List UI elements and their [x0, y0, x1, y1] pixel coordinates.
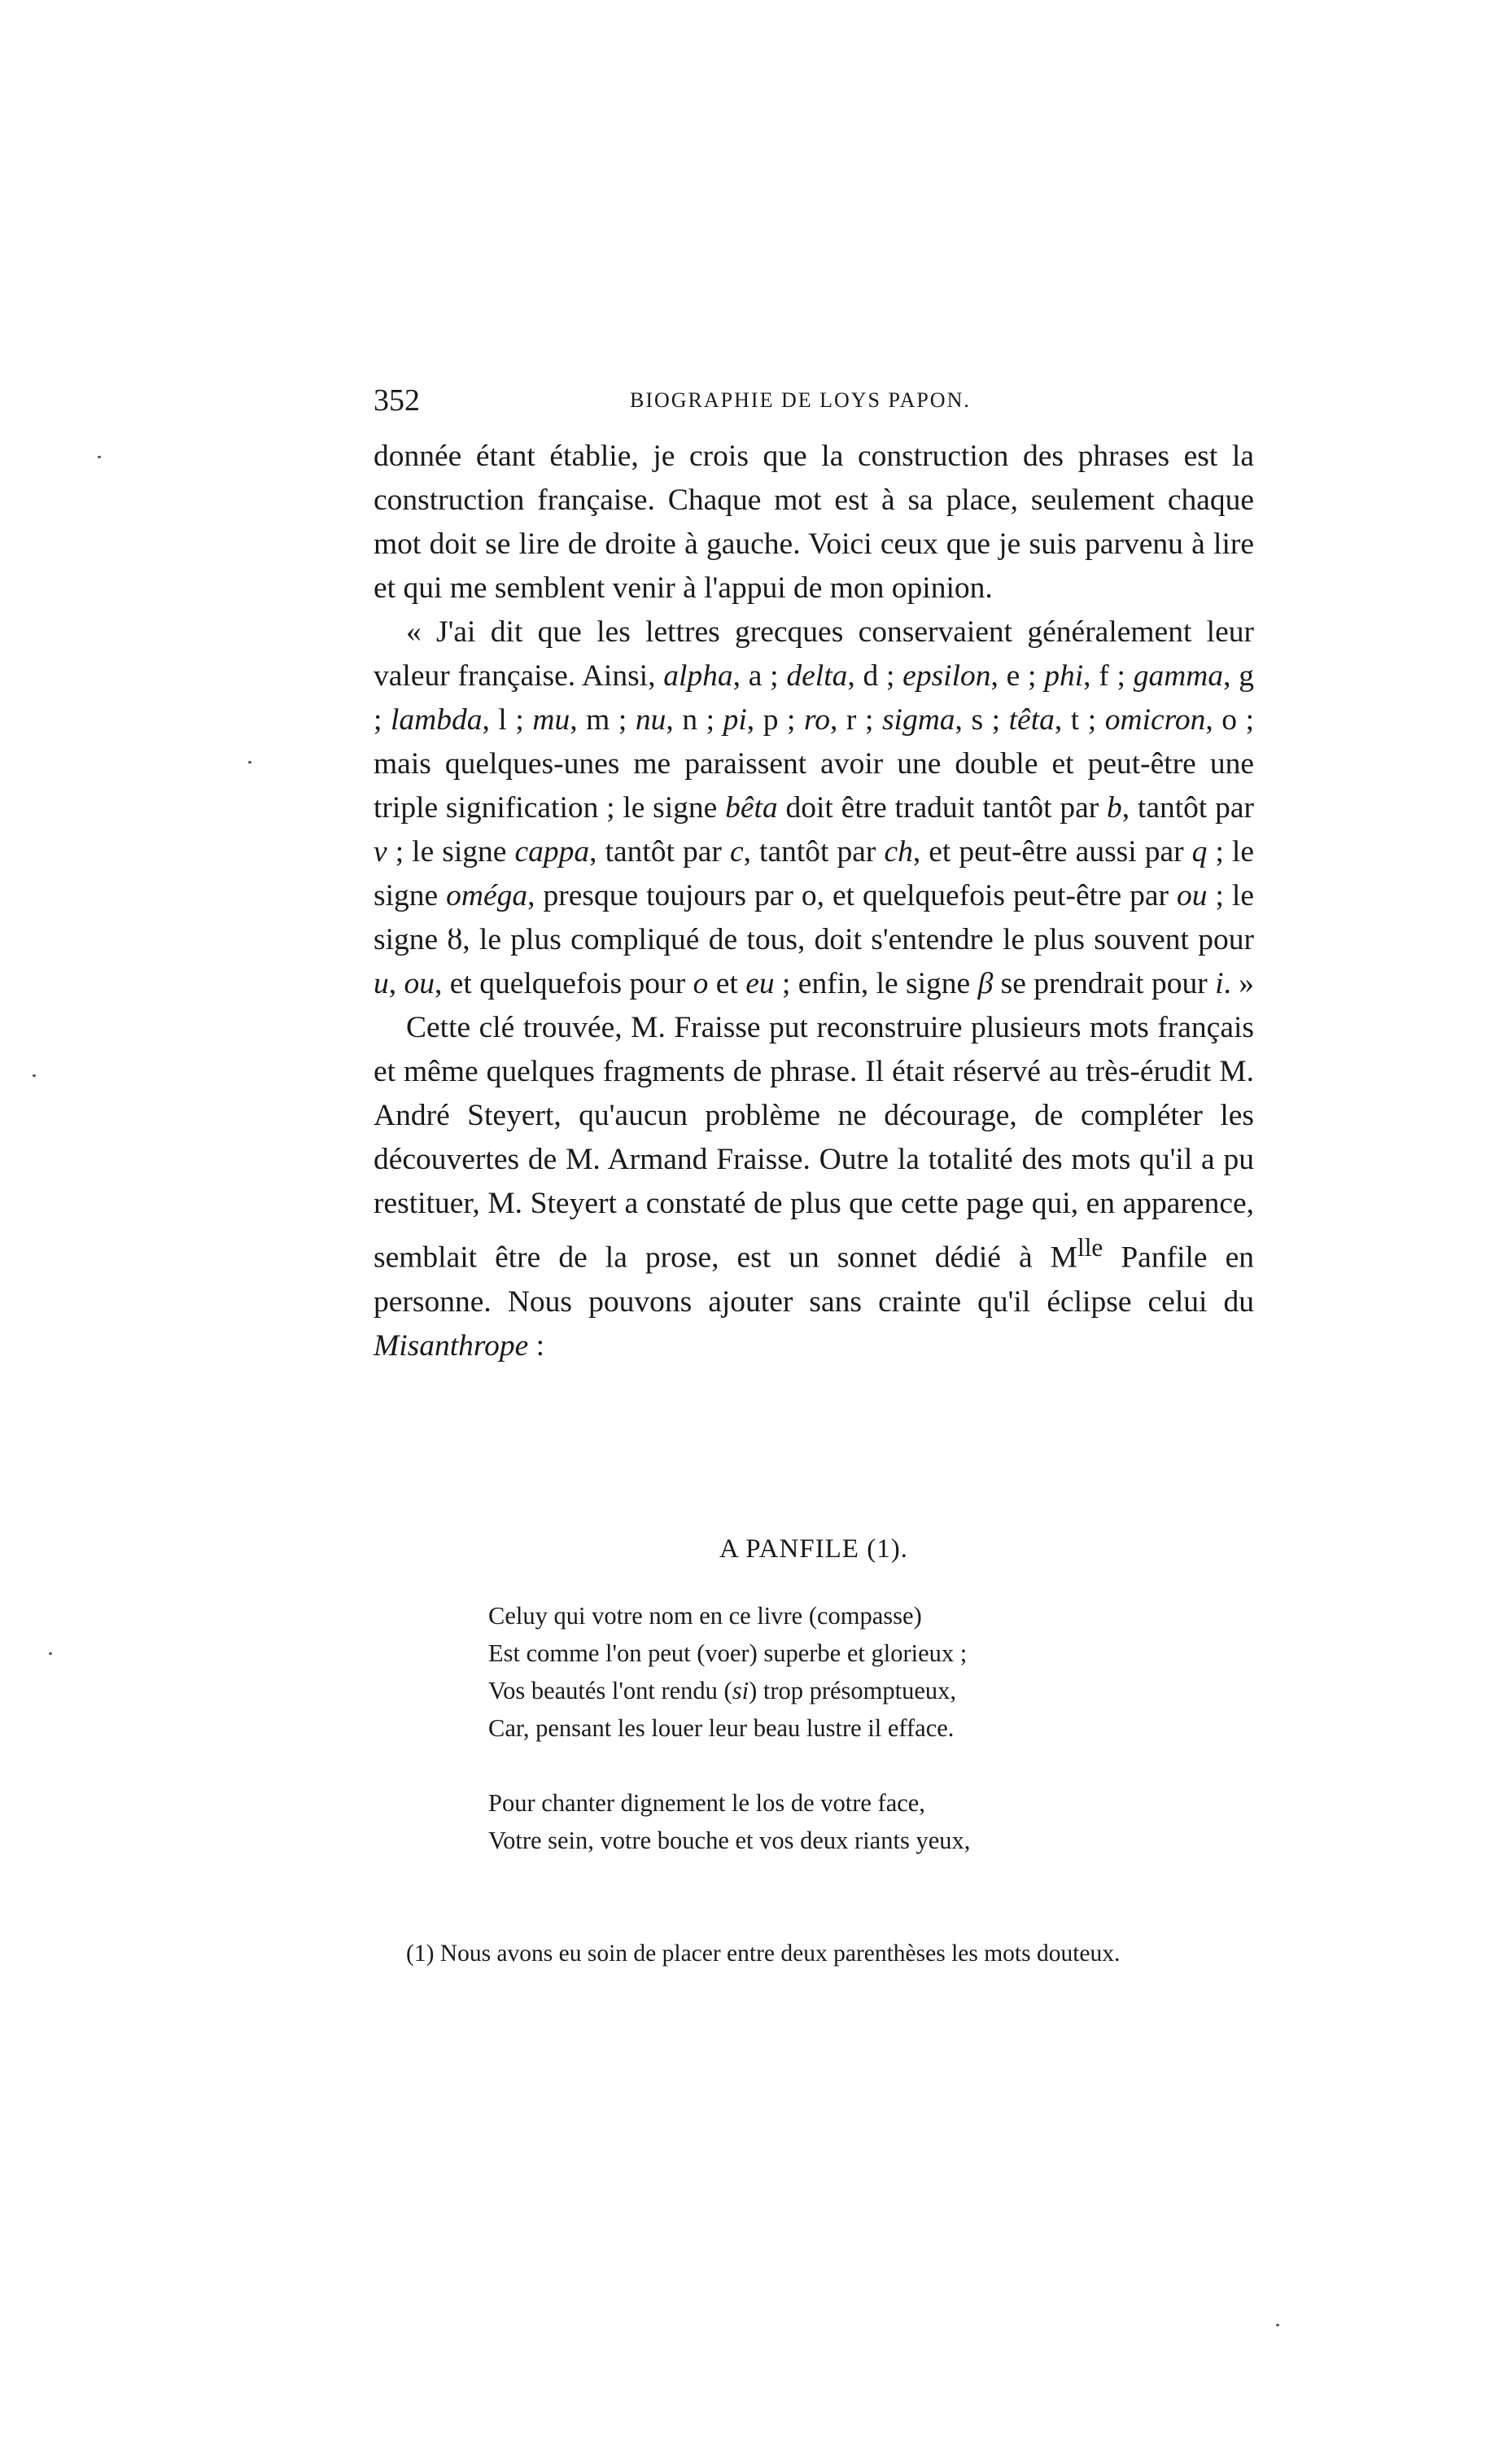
text-run: , m ; — [570, 703, 636, 737]
italic-term: cappa — [514, 835, 590, 869]
text-run: . » — [1223, 967, 1255, 1000]
footnote-text: (1) Nous avons eu soin de placer entre deux parenthèses les mots douteux. — [406, 1941, 1121, 1967]
stanza-1 — [488, 1597, 1221, 1747]
text-run: Vos beautés l'ont rendu ( — [488, 1677, 732, 1704]
body-text — [374, 435, 1254, 1368]
text-run: : — [528, 1328, 545, 1363]
scan-speck — [248, 761, 251, 764]
italic-term: b — [1107, 791, 1122, 825]
italic-term: ch — [884, 835, 913, 869]
verse-line: Est comme l'on peut (voer) superbe et glorieux ; — [488, 1639, 968, 1667]
text-run: ; le signe — [387, 835, 515, 869]
text-run: , l ; — [482, 703, 533, 737]
italic-term: c — [729, 835, 744, 869]
italic-term: omicron — [1104, 703, 1206, 737]
italic-term: v — [374, 835, 387, 869]
italic-word: si — [732, 1677, 749, 1704]
text-run: , tantôt par — [589, 835, 730, 869]
scan-speck — [33, 1074, 36, 1077]
text-run: , presque toujours par o, et quelquefois peut-être par — [527, 879, 1178, 912]
verse-line: Car, pensant les louer leur beau lustre il efface. — [488, 1714, 955, 1742]
text-run: et — [708, 967, 746, 1000]
italic-term: alpha — [663, 659, 733, 693]
text-run: « J'ai dit que les lettres grecques conservaient généralement leur valeur française. Ainsi, — [374, 615, 1254, 693]
superscript: lle — [1077, 1233, 1103, 1262]
text-run: ; le signe — [374, 835, 1254, 912]
italic-term: o — [693, 967, 709, 1000]
text-run: ; le signe ȣ, le plus compliqué de tous, doit s'entendre le plus souvent pour — [374, 879, 1254, 956]
text-run: , g ; — [374, 659, 1255, 737]
scan-speck — [1276, 2324, 1279, 2326]
text-run: , d ; — [847, 659, 903, 693]
text-run: , — [388, 967, 404, 1000]
text-run: , t ; — [1054, 703, 1105, 737]
italic-term: i — [1215, 967, 1224, 1000]
italic-term: bêta — [725, 791, 778, 825]
text-run: se prendrait pour — [993, 967, 1216, 1000]
italic-term: nu — [635, 703, 666, 737]
page-number: 352 — [374, 383, 420, 418]
poem — [488, 1597, 1221, 1897]
italic-term: gamma — [1133, 659, 1224, 693]
text-run: , f ; — [1083, 659, 1134, 693]
verse-line: Votre sein, votre bouche et vos deux riants yeux, — [488, 1827, 971, 1854]
verse-line: Pour chanter dignement le los de votre face, — [488, 1789, 925, 1817]
footnote — [374, 1936, 1254, 1971]
paragraph-1: donnée étant établie, je crois que la construction des phrases est la construction française. Chaque mot est à sa place, seulement chaque mot doit se lire de droite à gauche. Voici ceux que je suis parvenu à lire et qui me semblent venir à l'appui de mon opinion. — [374, 440, 1254, 605]
text-run: , r ; — [829, 703, 882, 737]
italic-term: lambda — [390, 703, 483, 737]
italic-term: pi — [723, 703, 747, 737]
text-run: , et quelquefois pour — [435, 967, 693, 1000]
italic-term: β — [977, 967, 994, 1000]
italic-term: mu — [532, 703, 570, 737]
paragraph-3 — [374, 1006, 1254, 1368]
text-run: ; enfin, le signe — [774, 967, 978, 1000]
text-run: Cette clé trouvée, M. Fraisse put reconstruire plusieurs mots français et même quelques fragments de phrase. Il était réservé au très-érudit M. André Steyert, qu'aucun problème ne décourage, de compléter les découvertes de M. Armand Fraisse. Outre la totalité des mots qu'il a pu restituer, M. Steyert a constaté de plus que cette page qui, en apparence, semblait être de la prose, est un sonnet dédié à M — [374, 1011, 1254, 1275]
italic-term: sigma — [881, 703, 955, 737]
text-run: , tantôt par — [1121, 791, 1254, 825]
italic-term: epsilon — [902, 659, 991, 693]
running-head: BIOGRAPHIE DE LOYS PAPON. — [630, 388, 971, 412]
italic-term: oméga — [446, 879, 528, 912]
poem-title: A PANFILE (1). — [719, 1534, 908, 1564]
italic-title: Misanthrope — [374, 1328, 529, 1363]
text-run: , s ; — [955, 703, 1009, 737]
page-header — [374, 376, 1254, 425]
text-run: , e ; — [990, 659, 1045, 693]
text-run: , o ; mais quelques-unes me paraissent avoir une double et peut-être une triple signification ; le signe — [374, 703, 1255, 825]
italic-term: delta — [786, 659, 848, 693]
italic-term: eu — [745, 967, 775, 1000]
text-run: , n ; — [666, 703, 723, 737]
italic-term: ou — [1177, 879, 1208, 912]
verse-line — [488, 1672, 1221, 1709]
stanza-2 — [488, 1784, 1221, 1859]
text-run: doit être traduit tantôt par — [777, 791, 1108, 825]
italic-term: têta — [1008, 703, 1055, 737]
text-run: ) trop présomptueux, — [749, 1677, 957, 1704]
italic-term: u — [374, 967, 389, 1000]
verse-line: Celuy qui votre nom en ce livre (compasse) — [488, 1602, 922, 1630]
text-run: Panfile en personne. Nous pouvons ajouter sans crainte qu'il éclipse celui du — [374, 1241, 1254, 1319]
scan-speck — [98, 456, 101, 458]
italic-term: q — [1191, 835, 1208, 869]
italic-term: ro — [804, 703, 830, 737]
text-run: , tantôt par — [743, 835, 885, 869]
scan-speck — [49, 1652, 52, 1655]
italic-term: ou — [404, 967, 435, 1000]
text-run: , a ; — [732, 659, 787, 693]
paragraph-2 — [374, 610, 1254, 1006]
italic-term: phi — [1044, 659, 1084, 693]
text-run: , p ; — [746, 703, 805, 737]
text-run: , et peut-être aussi par — [912, 835, 1192, 869]
